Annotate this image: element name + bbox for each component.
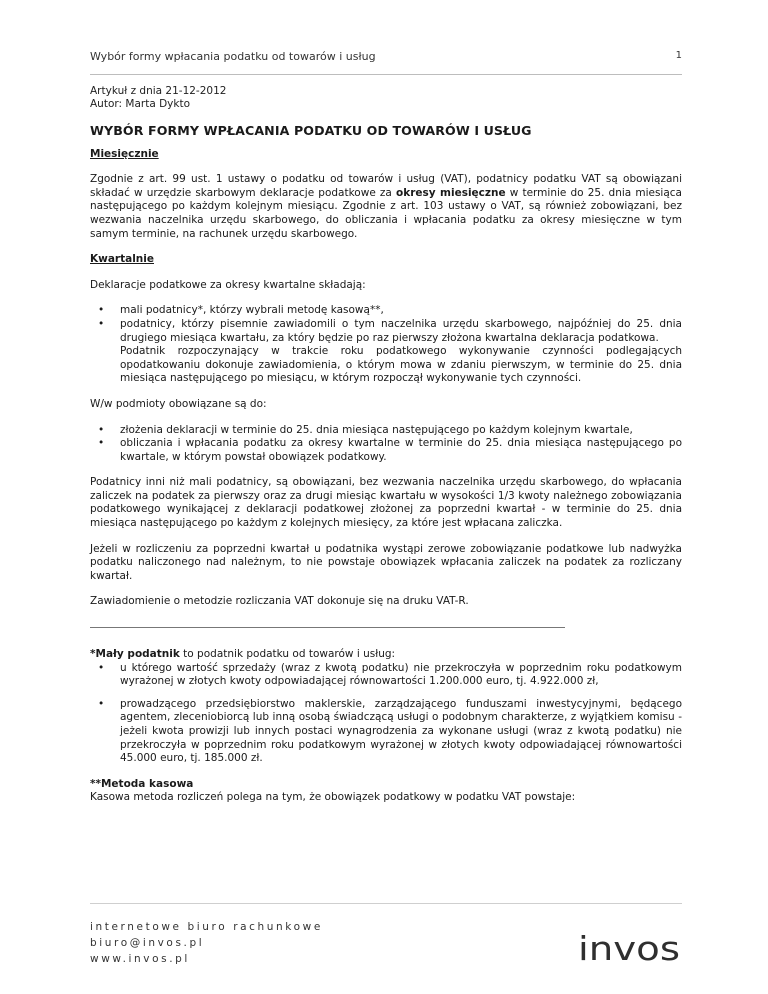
page-footer: [90, 903, 682, 968]
article-date: Artykuł z dnia 21-12-2012: [90, 85, 227, 97]
page-header: [90, 50, 682, 75]
footnote-text: to podatnik podatku od towarów i usług:: [179, 648, 396, 661]
footnote-cash-heading: **Metoda kasowa: [90, 777, 194, 790]
footnote-divider: [90, 627, 565, 628]
paragraph-text: w terminie do 25. dnia miesiąca następującego po każdym kolejnym miesiącu. Zgodnie z art. 103 ustawy o VAT, są również zobowiązani, bez wezwania naczelnika urzędu skarbowego, do obliczania i wpłacania podatku za okresy miesięczne w tym samym terminie, na rachunek urzędu skarbowego.: [90, 186, 682, 240]
section-heading-quarterly: Kwartalnie: [90, 253, 154, 266]
paragraph-obligations-intro: W/w podmioty obowiązane są do:: [90, 397, 267, 410]
invos-logo: [578, 926, 682, 968]
list-item-text: podatnicy, którzy pisemnie zawiadomili o tym naczelnika urzędu skarbowego, najpóźniej do 25. dnia drugiego miesiąca kwartału, za który będzie po raz pierwszy złożona kwartalna deklaracja podatkowa.: [120, 317, 682, 344]
paragraph-text: Zgodnie z art. 99 ust. 1 ustawy o podatku od towarów i usług (VAT), podatnicy podatku VAT są obowiązani składać w urzędzie skarbowym deklaracje podatkowe za: [90, 173, 682, 199]
list-item: • prowadzącego przedsiębiorstwo maklerskie, zarządzającego funduszami inwestycyjnymi, będącego agentem, zleceniobiorcą lub inną osobą świadczącą usługi o podobnym charakterze, z wyjątkiem komisu - jeżeli kwota prowizji lub innych postaci wynagrodzenia za wykonane usługi (wraz z kwotą podatku) nie przekroczyła w poprzednim roku podatkowym wyrażonej w złotych kwoty odpowiadającej równowartości 45.000 euro, tj. 185.000 zł.: [90, 698, 682, 766]
footnote-small-taxpayer: [90, 648, 682, 662]
footer-contact: [90, 919, 323, 967]
list-item: • u którego wartość sprzedaży (wraz z kwotą podatku) nie przekroczyła w poprzednim roku podatkowym wyrażonej w złotych kwoty odpowiadającej równowartości 1.200.000 euro, tj. 4.922.000 zł,: [90, 662, 682, 689]
footnote-cash-text: Kasowa metoda rozliczeń polega na tym, że obowiązek podatkowy w podatku VAT powstaje:: [90, 791, 576, 804]
footer-website-link[interactable]: www.invos.pl: [90, 953, 190, 965]
paragraph-quarterly-intro: Deklaracje podatkowe za okresy kwartalne składają:: [90, 278, 366, 291]
paragraph-other-taxpayers: Podatnicy inni niż mali podatnicy, są obowiązani, bez wezwania naczelnika urzędu skarbowego, do wpłacania zaliczek na podatek za pierwszy oraz za drugi miesiąc kwartału w wysokości 1/3 kwoty należnego zobowiązania podatkowego wynikającej z deklaracji podatkowej złożonej za poprzedni kwartał - w terminie do 25. dnia miesiąca następującego po każdym z kolejnych miesięcy, za które jest wpłacana zaliczka.: [90, 476, 682, 530]
page-number: 1: [675, 50, 682, 61]
paragraph-vat-r-notice: Zawiadomienie o metodzie rozliczania VAT dokonuje się na druku VAT-R.: [90, 595, 469, 608]
footnote-label: *Mały podatnik: [90, 648, 180, 661]
list-item: [90, 318, 682, 386]
section-heading-monthly: Miesięcznie: [90, 147, 159, 160]
list-item: • złożenia deklaracji w terminie do 25. dnia miesiąca następującego po każdym kolejnym kwartale,: [90, 424, 682, 438]
article-meta: [90, 85, 226, 111]
paragraph-monthly: [90, 173, 682, 241]
emphasis-monthly-periods: okresy miesięczne: [396, 186, 506, 199]
list-item-note: Podatnik rozpoczynający w trakcie roku podatkowego wykonywanie czynności podlegających opodatkowaniu dokonuje zawiadomienia, o którym mowa w zdaniu pierwszym, w terminie do 25. dnia miesiąca następującego po miesiącu, w którym rozpoczął wykonywanie tych czynności.: [120, 345, 682, 385]
article-author: Autor: Marta Dykto: [90, 98, 191, 110]
list-item: • mali podatnicy*, którzy wybrali metodę kasową**,: [90, 304, 682, 318]
quarterly-filers-list: [90, 304, 682, 386]
small-taxpayer-criteria: [90, 662, 682, 766]
obligations-list: [90, 424, 682, 465]
article-body: [90, 116, 682, 805]
footer-tagline: internetowe biuro rachunkowe: [90, 921, 323, 933]
list-item: • obliczania i wpłacania podatku za okresy kwartalne w terminie do 25. dnia miesiąca następującego po kwartale, w którym powstał obowiązek podatkowy.: [90, 437, 682, 464]
footer-email-link[interactable]: biuro@invos.pl: [90, 937, 205, 949]
paragraph-zero-liability: Jeżeli w rozliczeniu za poprzedni kwartał u podatnika wystąpi zerowe zobowiązanie podatkowe lub nadwyżka podatku naliczonego nad należnym, to nie powstaje obowiązek wpłacania zaliczek na podatek za rozliczany kwartał.: [90, 542, 682, 582]
article-title: WYBÓR FORMY WPŁACANIA PODATKU OD TOWARÓW I USŁUG: [90, 123, 532, 138]
header-title: Wybór formy wpłacania podatku od towarów i usług: [90, 50, 376, 63]
logo-wordmark: invos: [578, 929, 680, 968]
